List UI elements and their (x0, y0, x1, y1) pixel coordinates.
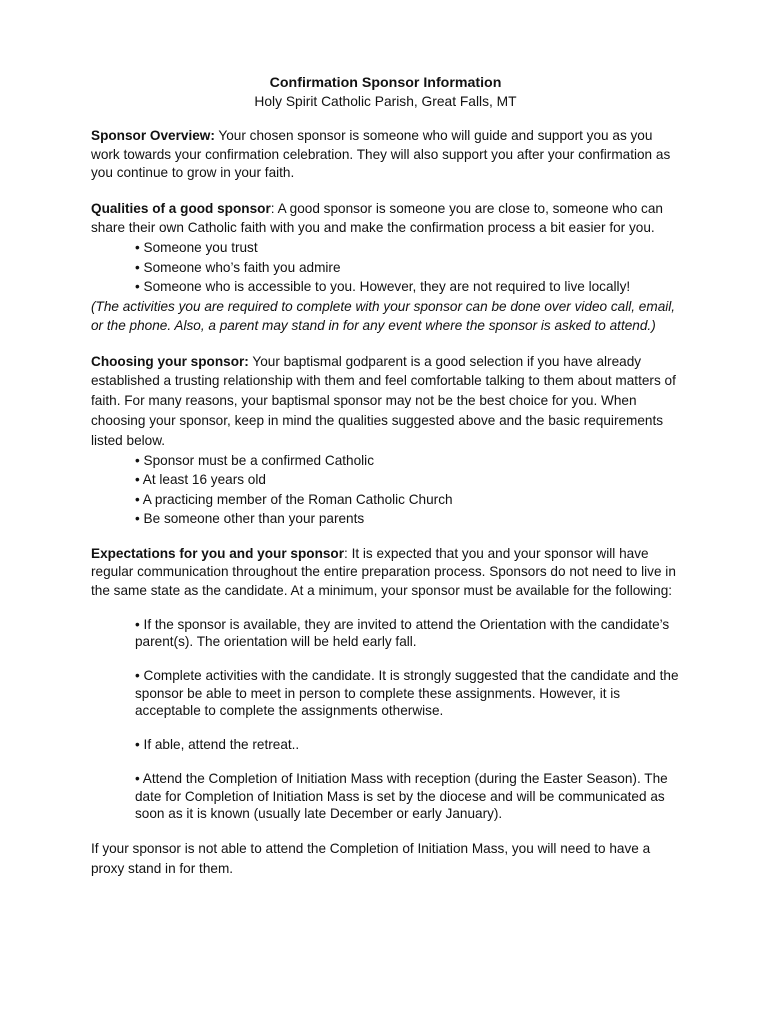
sponsor-overview-heading: Sponsor Overview: (91, 128, 215, 143)
expectations-heading: Expectations for you and your sponsor (91, 545, 345, 561)
list-item: • Sponsor must be a confirmed Catholic (135, 452, 374, 468)
closing-paragraph: If your sponsor is not able to attend the Completion of Initiation Mass, you will need to have a proxy stand in for them. (91, 840, 651, 876)
page-title: Confirmation Sponsor Information (269, 75, 502, 91)
qualities-heading: Qualities of a good sponsor (91, 200, 271, 216)
list-item: • Someone who’s faith you admire (135, 259, 341, 275)
expectations-text: : It is expected that you and your sponsor will have regular communication throughout the entire preparation process. Sponsors do not need to live in the same state as the candidate. At a minimum, your sponsor must be available for the following: (91, 545, 676, 598)
list-item: • At least 16 years old (135, 472, 266, 488)
expectations-list (91, 616, 680, 822)
choosing-paragraph (91, 352, 680, 451)
list-item: • Someone who is accessible to you. However, they are not required to live locally! (135, 279, 631, 295)
qualities-note: (The activities you are required to complete with your sponsor can be done over video call, email, or the phone. Also, a parent may stand in for any event where the sponsor is asked to attend.) (91, 298, 676, 334)
choosing-heading: Choosing your sponsor: (91, 353, 249, 369)
choosing-text: Your baptismal godparent is a good selection if you have already established a trusting relationship with them and feel comfortable talking to them about matters of faith. For many reasons, your baptismal sponsor may not be the best choice for you. When choosing your sponsor, keep in mind the qualities suggested above and the basic requirements listed below. (91, 353, 676, 448)
parish-subtitle: Holy Spirit Catholic Parish, Great Falls, MT (254, 94, 517, 109)
qualities-section (91, 199, 680, 336)
sponsor-overview-section (91, 127, 680, 183)
list-item: • If able, attend the retreat.. (135, 737, 300, 753)
qualities-text: : A good sponsor is someone you are close to, someone who can share their own Catholic faith with you and make the confirmation process a bit easier for you. (91, 200, 663, 236)
expectations-paragraph (91, 545, 680, 601)
list-item: • Attend the Completion of Initiation Mass with reception (during the Easter Season). The date for Completion of Initiation Mass is set by the diocese and will be communicated as soon as it is known (usually late December or early January). (135, 771, 668, 821)
choosing-section (91, 352, 680, 529)
list-item: • Be someone other than your parents (135, 511, 365, 527)
list-item: • A practicing member of the Roman Catholic Church (135, 491, 453, 507)
qualities-paragraph (91, 199, 680, 239)
sponsor-overview-paragraph (91, 127, 680, 183)
expectations-section (91, 545, 680, 822)
requirements-list (91, 451, 680, 529)
document-header (91, 74, 680, 111)
list-item: • If the sponsor is available, they are invited to attend the Orientation with the candidate’s parent(s). The orientation will be held early fall. (135, 617, 670, 650)
list-item: • Complete activities with the candidate. It is strongly suggested that the candidate and the sponsor be able to meet in person to complete these assignments. However, it is acceptable to complete the assignments otherwise. (135, 668, 679, 718)
sponsor-overview-text: Your chosen sponsor is someone who will guide and support you as you work towards your confirmation celebration. They will also support you after your confirmation as you continue to grow in your faith. (91, 128, 671, 180)
qualities-list (91, 238, 680, 297)
list-item: • Someone you trust (135, 240, 258, 256)
